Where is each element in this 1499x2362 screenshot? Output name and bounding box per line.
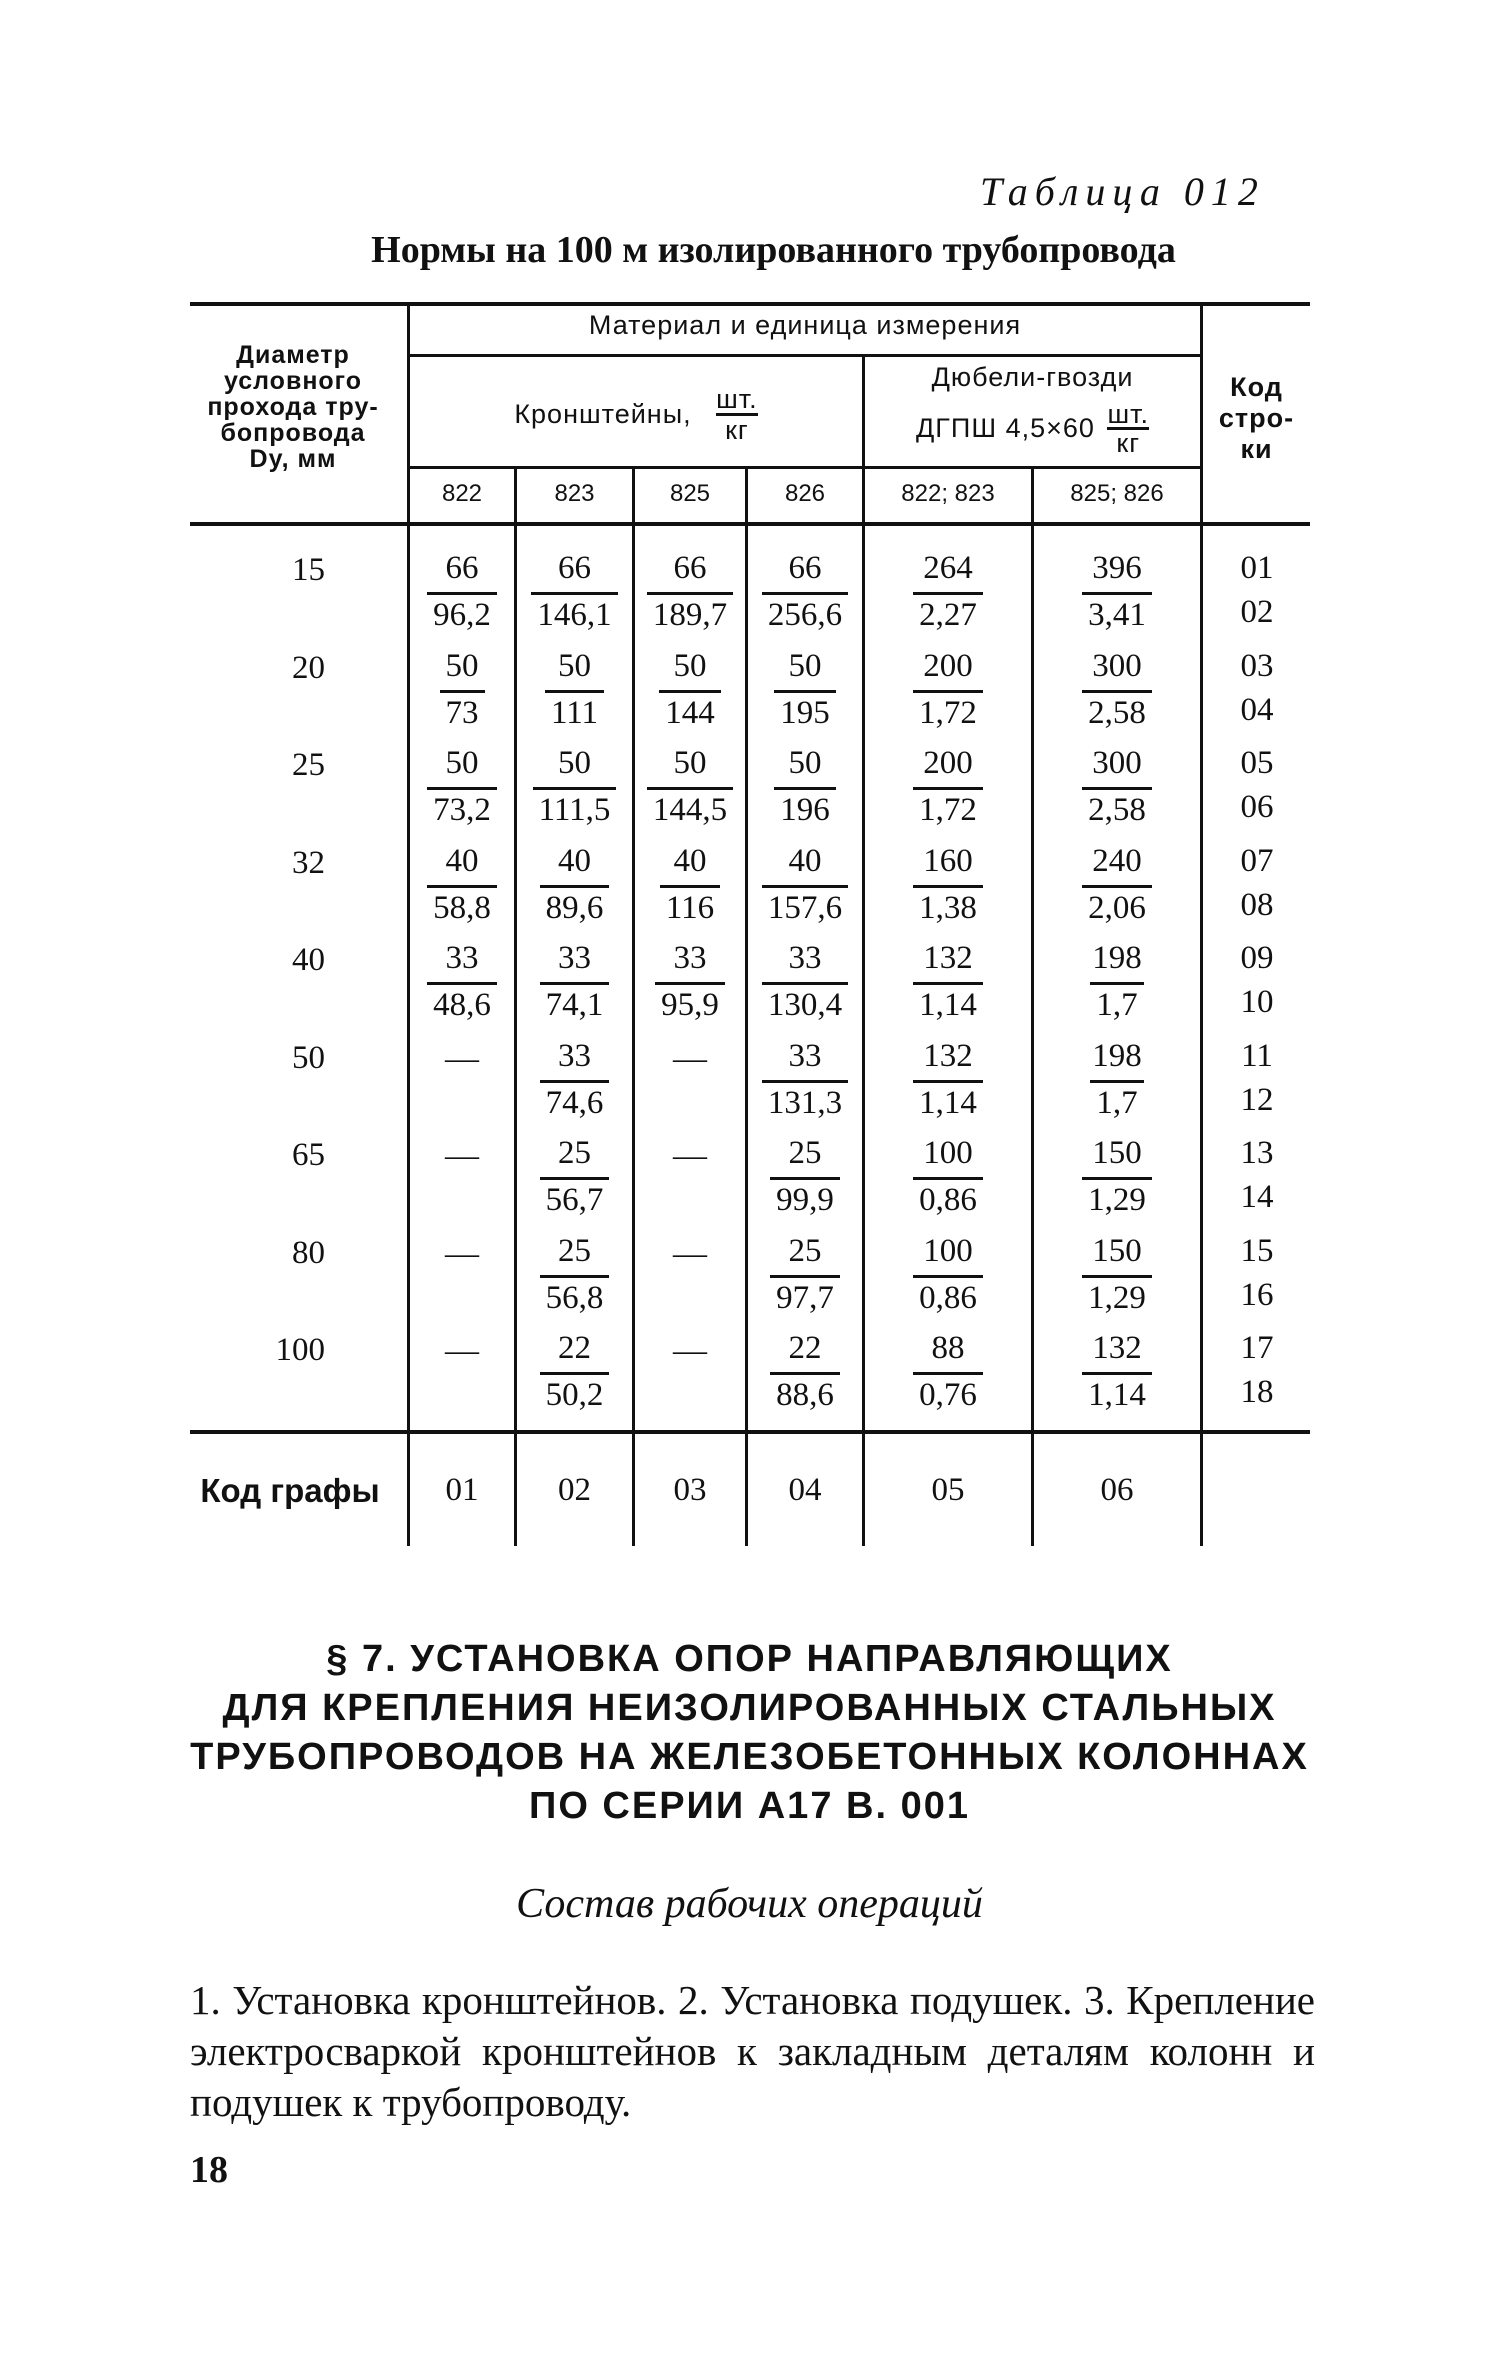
norm-cell [1034, 1133, 1200, 1224]
subhead-823: 823 [554, 480, 595, 507]
body-bottom-rule [190, 1430, 1310, 1434]
quantity-value: 150 [1092, 1135, 1142, 1171]
quantity-value: 33 [788, 940, 822, 976]
material-header: Материал и единица измерения [588, 310, 1022, 340]
norm-cell [517, 646, 632, 737]
mass-value: 96,2 [427, 592, 497, 639]
diameter-value: 40 [292, 942, 325, 978]
table-label: Таблица 012 [980, 169, 1265, 214]
mass-value: 1,14 [913, 1080, 983, 1127]
quantity-value: 40 [445, 842, 479, 879]
subhead-822-823: 822; 823 [901, 480, 995, 507]
quantity-value: 100 [923, 1135, 973, 1171]
row-code: 03 [1240, 647, 1274, 684]
norm-cell [410, 743, 514, 834]
diameter-header-line: условного [223, 367, 363, 395]
norm-cell [635, 646, 745, 737]
mass-value: 50,2 [540, 1372, 610, 1419]
row-code: 15 [1240, 1232, 1274, 1269]
footer-code: 01 [445, 1472, 479, 1508]
dowels-header [865, 362, 1200, 456]
page-number: 18 [190, 2149, 228, 2191]
norm-cell [748, 1036, 862, 1127]
section-heading [0, 1635, 1499, 1831]
quantity-value: 50 [558, 647, 591, 684]
quantity-value: 22 [788, 1330, 822, 1366]
quantity-value: 150 [1092, 1232, 1142, 1269]
row-code: 08 [1240, 886, 1274, 923]
quantity-value: 66 [558, 550, 591, 586]
norm-cell [635, 548, 745, 639]
diameter-value: 65 [292, 1137, 325, 1173]
norm-cell [517, 1133, 632, 1224]
section-heading-line: ТРУБОПРОВОДОВ НА ЖЕЛЕЗОБЕТОННЫХ КОЛОННАХ [190, 1736, 1309, 1778]
section-heading-line: § 7. УСТАНОВКА ОПОР НАПРАВЛЯЮЩИХ [326, 1638, 1173, 1680]
quantity-value: 132 [923, 1037, 973, 1074]
diameter-header-line: Диаметр [236, 341, 350, 369]
norm-cell [748, 1133, 862, 1224]
norm-cell [748, 938, 862, 1029]
norm-cell [517, 841, 632, 932]
quantity-value: 198 [1092, 1037, 1142, 1074]
quantity-value: 33 [558, 1037, 591, 1074]
quantity-value: 66 [788, 550, 822, 586]
norm-cell [748, 1231, 862, 1322]
mass-value: 1,14 [913, 982, 983, 1029]
mass-value: 1,29 [1082, 1177, 1152, 1224]
norm-cell [748, 841, 862, 932]
row-code: 06 [1240, 789, 1274, 825]
quantity-value: 50 [445, 647, 479, 684]
mass-value: 1,7 [1090, 1080, 1143, 1127]
quantity-value: 264 [923, 550, 973, 586]
quantity-value: 396 [1092, 550, 1142, 586]
norm-cell [517, 938, 632, 1029]
empty-cell-dash: — [673, 1332, 707, 1369]
mass-value: 195 [774, 690, 836, 737]
norm-cell [748, 743, 862, 834]
mass-value: 2,06 [1082, 885, 1152, 932]
quantity-value: 50 [673, 745, 707, 781]
norm-cell [1034, 1231, 1200, 1322]
mass-value: 58,8 [427, 885, 497, 932]
footer-code: 04 [788, 1472, 822, 1508]
mass-value: 48,6 [427, 982, 497, 1029]
quantity-value: 40 [558, 842, 591, 879]
brackets-unit-top: шт. [716, 384, 758, 414]
quantity-value: 33 [558, 940, 591, 976]
mass-value: 256,6 [762, 592, 848, 639]
quantity-value: 25 [788, 1232, 822, 1269]
mass-value: 2,58 [1082, 690, 1152, 737]
quantity-value: 25 [558, 1232, 591, 1269]
norm-cell [865, 1036, 1031, 1127]
empty-cell-dash: — [445, 1332, 479, 1369]
norm-cell [410, 646, 514, 737]
quantity-value: 240 [1092, 842, 1142, 879]
mass-value: 74,6 [540, 1080, 610, 1127]
norm-cell [635, 743, 745, 834]
mass-value: 74,1 [540, 982, 610, 1029]
subhead-rule [410, 466, 1200, 469]
quantity-value: 200 [923, 647, 973, 684]
row-code-header-line: ки [1240, 434, 1273, 464]
dowels-unit-bottom: кг [1116, 428, 1141, 458]
dowels-header-line1: Дюбели-гвозди [931, 362, 1134, 392]
norm-cell [1034, 646, 1200, 737]
mass-value: 0,86 [913, 1177, 983, 1224]
dowels-unit-top: шт. [1107, 399, 1149, 429]
footer-code: 05 [931, 1472, 965, 1508]
diameter-value: 32 [292, 844, 325, 881]
dowels-header-line2 [865, 401, 1200, 456]
row-code: 13 [1240, 1135, 1274, 1171]
mass-value: 89,6 [540, 885, 610, 932]
empty-cell-dash: — [445, 1039, 479, 1077]
dowels-unit [1107, 401, 1149, 456]
row-code: 01 [1240, 550, 1274, 586]
subsection-title: Состав рабочих операций [516, 1881, 983, 1927]
quantity-value: 50 [788, 745, 822, 781]
material-rule [410, 354, 1200, 357]
col-sep-7 [1200, 306, 1203, 1546]
norm-cell [865, 1231, 1031, 1322]
mass-value: 0,86 [913, 1275, 983, 1322]
row-code: 14 [1240, 1179, 1274, 1215]
quantity-value: 88 [931, 1330, 965, 1366]
brackets-header [410, 385, 862, 444]
norm-cell [1034, 938, 1200, 1029]
diameter-header-line: Dу, мм [249, 445, 337, 473]
quantity-value: 33 [445, 940, 479, 976]
quantity-value: 50 [788, 647, 822, 684]
mass-value: 2,27 [913, 592, 983, 639]
diameter-header-line: бопровода [220, 419, 366, 447]
row-code: 05 [1240, 745, 1274, 781]
norm-cell [865, 646, 1031, 737]
norm-cell [1034, 548, 1200, 639]
row-code: 18 [1240, 1374, 1274, 1410]
empty-cell-dash: — [445, 1137, 479, 1174]
norm-cell [517, 743, 632, 834]
mass-value: 73 [440, 690, 485, 737]
mass-value: 1,38 [913, 885, 983, 932]
table-title-text: Нормы на 100 м изолированного трубопровода [371, 229, 1176, 271]
body-text: 1. Установка кронштейнов. 2. Установка подушек. 3. Крепление электросваркой кронштейнов к закладным деталям колонн и подушек к трубопроводу. [190, 1977, 1315, 2125]
norm-cell [517, 1328, 632, 1419]
norm-cell [865, 743, 1031, 834]
norm-cell [748, 646, 862, 737]
dowels-header-model: ДГПШ 4,5×60 [916, 413, 1095, 443]
quantity-value: 66 [445, 550, 479, 586]
footer-code: 02 [558, 1472, 591, 1508]
quantity-value: 25 [558, 1135, 591, 1171]
subhead-825: 825 [669, 480, 711, 507]
diameter-header-line: прохода тру- [207, 393, 379, 421]
empty-cell-dash: — [673, 1234, 707, 1272]
diameter-value: 80 [292, 1234, 325, 1271]
subhead-826: 826 [784, 480, 826, 507]
quantity-value: 132 [1092, 1330, 1142, 1366]
subhead-825-826: 825; 826 [1070, 480, 1164, 507]
quantity-value: 33 [673, 940, 707, 976]
footer-code: 03 [673, 1472, 707, 1508]
mass-value: 73,2 [427, 787, 497, 834]
quantity-value: 300 [1092, 647, 1142, 684]
row-code: 16 [1240, 1276, 1274, 1313]
mass-value: 1,72 [913, 690, 983, 737]
norm-cell [865, 938, 1031, 1029]
mass-value: 95,9 [655, 982, 725, 1029]
diameter-value: 25 [292, 747, 325, 783]
mass-value: 56,8 [540, 1275, 610, 1322]
table-top-rule [190, 302, 1310, 306]
quantity-value: 22 [558, 1330, 591, 1366]
brackets-unit [716, 385, 758, 444]
norm-cell [410, 938, 514, 1029]
diameter-value: 15 [292, 552, 325, 588]
norm-cell [865, 1328, 1031, 1419]
header-bottom-rule [190, 522, 1310, 526]
mass-value: 144 [659, 690, 721, 737]
mass-value: 157,6 [762, 885, 848, 932]
row-code: 02 [1240, 594, 1274, 630]
norm-cell [517, 1036, 632, 1127]
quantity-value: 198 [1092, 940, 1142, 976]
mass-value: 131,3 [762, 1080, 848, 1127]
mass-value: 111 [545, 690, 604, 737]
diameter-value: 20 [292, 649, 325, 686]
mass-value: 1,14 [1082, 1372, 1152, 1419]
quantity-value: 33 [788, 1037, 822, 1074]
diameter-value: 100 [275, 1332, 325, 1368]
row-code: 07 [1240, 842, 1274, 879]
norm-cell [410, 548, 514, 639]
quantity-value: 200 [923, 745, 973, 781]
norm-cell [865, 841, 1031, 932]
footer-code: 06 [1100, 1472, 1134, 1508]
empty-cell-dash: — [673, 1137, 707, 1174]
quantity-value: 132 [923, 940, 973, 976]
table-title [0, 228, 1499, 272]
quantity-value: 50 [673, 647, 707, 684]
mass-value: 130,4 [762, 982, 848, 1029]
norm-cell [635, 841, 745, 932]
row-code-header-line: Код [1230, 372, 1283, 402]
mass-value: 196 [774, 787, 836, 834]
norm-cell [748, 548, 862, 639]
mass-value: 189,7 [647, 592, 733, 639]
diameter-header [188, 342, 398, 472]
mass-value: 0,76 [913, 1372, 983, 1419]
mass-value: 97,7 [770, 1275, 840, 1322]
norm-cell [410, 841, 514, 932]
mass-value: 1,29 [1082, 1275, 1152, 1322]
brackets-unit-bottom: кг [725, 415, 749, 445]
norm-cell [1034, 1328, 1200, 1419]
norm-cell [748, 1328, 862, 1419]
mass-value: 1,7 [1090, 982, 1143, 1029]
quantity-value: 66 [673, 550, 707, 586]
row-code: 11 [1241, 1037, 1273, 1074]
quantity-value: 50 [558, 745, 591, 781]
section-heading-line: ДЛЯ КРЕПЛЕНИЯ НЕИЗОЛИРОВАННЫХ СТАЛЬНЫХ [222, 1687, 1277, 1729]
quantity-value: 25 [788, 1135, 822, 1171]
row-code: 10 [1240, 984, 1274, 1020]
norm-cell [865, 1133, 1031, 1224]
norm-cell [517, 1231, 632, 1322]
quantity-value: 300 [1092, 745, 1142, 781]
quantity-value: 100 [923, 1232, 973, 1269]
subhead-822: 822 [441, 480, 483, 507]
row-code: 09 [1240, 940, 1274, 976]
mass-value: 99,9 [770, 1177, 840, 1224]
quantity-value: 40 [673, 842, 707, 879]
empty-cell-dash: — [445, 1234, 479, 1272]
row-code: 12 [1240, 1081, 1274, 1118]
norm-cell [865, 548, 1031, 639]
mass-value: 56,7 [540, 1177, 610, 1224]
norm-cell [1034, 841, 1200, 932]
row-code: 17 [1240, 1330, 1274, 1366]
mass-value: 116 [660, 885, 720, 932]
diameter-value: 50 [292, 1039, 325, 1076]
norm-cell [1034, 743, 1200, 834]
mass-value: 88,6 [770, 1372, 840, 1419]
row-code-header [1203, 372, 1310, 465]
mass-value: 111,5 [533, 787, 617, 834]
mass-value: 2,58 [1082, 787, 1152, 834]
section-heading-line: ПО СЕРИИ А17 В. 001 [529, 1785, 970, 1827]
quantity-value: 50 [445, 745, 479, 781]
row-code: 04 [1240, 691, 1274, 728]
brackets-header-label: Кронштейны, [514, 399, 692, 429]
mass-value: 144,5 [647, 787, 733, 834]
mass-value: 1,72 [913, 787, 983, 834]
mass-value: 3,41 [1082, 592, 1152, 639]
norm-cell [517, 548, 632, 639]
row-code-header-line: стро- [1218, 403, 1295, 433]
empty-cell-dash: — [673, 1039, 707, 1077]
mass-value: 146,1 [531, 592, 617, 639]
norm-cell [635, 938, 745, 1029]
quantity-value: 160 [923, 842, 973, 879]
norm-cell [1034, 1036, 1200, 1127]
quantity-value: 40 [788, 842, 822, 879]
footer-label: Код графы [200, 1472, 380, 1509]
